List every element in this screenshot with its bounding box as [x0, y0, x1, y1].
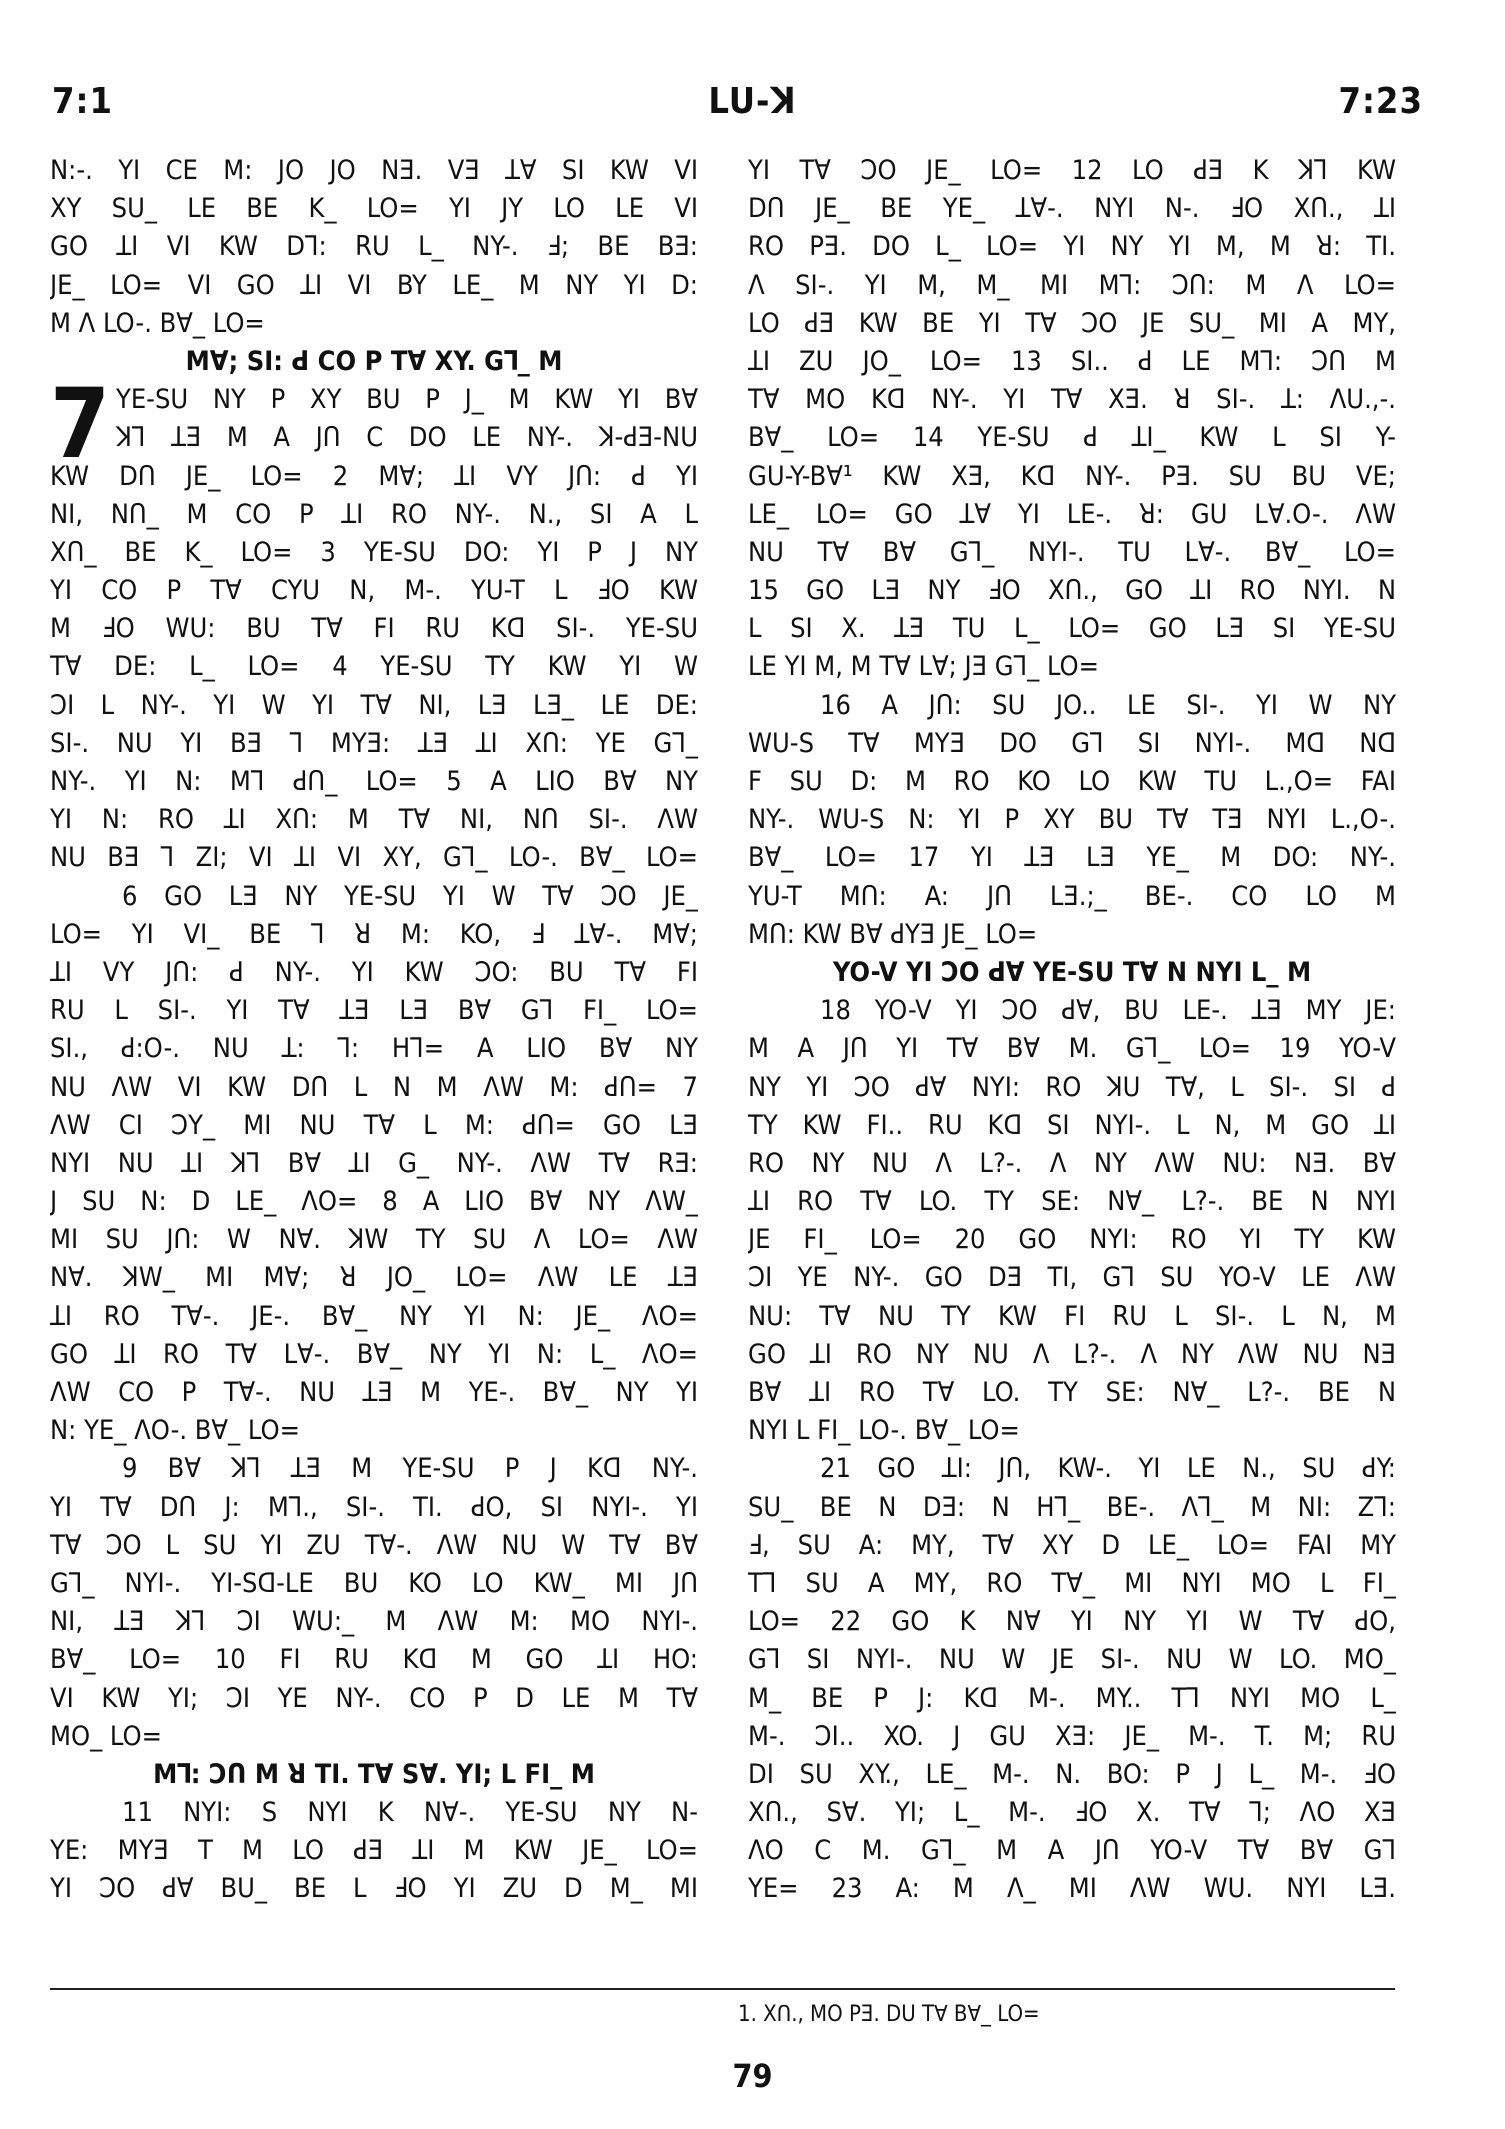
text-line: SU_ BE N DƎ: N Hꓶ_ BE-. Λꓶ_ M NI: Zꓶ:: [748, 1491, 1396, 1523]
text-line: ꓕI RO Tꓯ LO. TY SE: Nꓯ_ L?-. BE N NYI: [748, 1186, 1396, 1218]
text-line: Tꓯ DE: L_ LO= 4 YE-SU TY KW YI W: [50, 651, 698, 683]
text-line: 15 GO LƎ NY ꓞO Xꓵ., GO ꓕI RO NYI. N: [748, 575, 1396, 607]
text-line: Bꓯ ꓕI RO Tꓯ LO. TY SE: Nꓯ_ L?-. BE N: [748, 1377, 1396, 1408]
text-line: GO ꓕI RO Tꓯ Lꓯ-. Bꓯ_ NY YI N: L_ ΛO=: [50, 1338, 698, 1370]
text-line: GU-Y-Bꓯ¹ KW XƎ, Kꓷ NY-. PƎ. SU BU VE;: [748, 460, 1396, 492]
text-line: ꓛI YE NY-. GO DƎ TI, Gꓶ SU YO-V LE ΛW: [748, 1262, 1396, 1294]
text-line: Bꓯ_ LO= 14 YE-SU ꓒ ꓕI_ KW L SI Y-: [748, 422, 1396, 454]
text-line: SI., ꓒ:O-. NU ꓕ: ꓶ: Hꓶ= A LIO Bꓯ NY: [50, 1033, 698, 1065]
text-line: NU Tꓯ Bꓯ Gꓶ_ NYI-. TU Lꓯ-. Bꓯ_ LO=: [748, 536, 1396, 568]
text-line: Λ SI-. YI M, M_ MI Mꓶ: ꓛꓵ: M Λ LO=: [748, 269, 1396, 301]
text-line: YI Tꓯ Dꓵ J: Mꓶ., SI-. TI. ꓒO, SI NYI-. YI: [50, 1491, 698, 1523]
text-line: YE-SU NY P XY BU P J_ M KW YI Bꓯ: [116, 384, 698, 416]
section-heading: YO-V YI ꓛO ꓒꓯ YE-SU Tꓯ N NYI L_ M: [832, 956, 1312, 988]
text-line: JE FI_ LO= 20 GO NYI: RO YI TY KW: [748, 1224, 1396, 1256]
text-line: VI KW YI; ꓛI YE NY-. CO P D LE M Tꓯ: [50, 1682, 698, 1714]
text-line: LO= 22 GO K Nꓯ YI NY YI W Tꓯ ꓒO,: [748, 1606, 1396, 1638]
text-line: GO ꓕI VI KW Dꓶ: ꓣU L_ NY-. ꓞ; BE BƎ:: [50, 231, 698, 263]
text-line: 9 Bꓯ ꓘꓶ ꓕƎ M YE-SU P J Kꓷ NY-.: [122, 1453, 698, 1485]
text-line: N: YE_ ΛO-. Bꓯ_ LO=: [50, 1415, 300, 1447]
text-line: Bꓯ_ LO= 17 YI ꓕƎ LƎ YE_ M DO: NY-.: [748, 842, 1396, 874]
text-line: YI ꓛO ꓒꓯ BU_ BE L ꓞO YI ZU D M_ MI: [50, 1873, 698, 1905]
text-line: WU-S Tꓯ MYƎ DO Gꓶ SI NYI-. Mꓷ Nꓷ: [748, 727, 1396, 759]
text-line: MI SU Jꓵ: W Nꓯ. ꓘW TY SU Λ LO= ΛW: [50, 1224, 698, 1256]
text-line: Xꓵ_ BE K_ LO= 3 YE-SU DO: YI P J NY: [50, 536, 698, 568]
text-line: LE YI M, M Tꓯ Lꓯ; JƎ Gꓶ_ LO=: [748, 651, 1099, 683]
header-chapter-verse-end: 7:23: [1338, 81, 1423, 122]
text-line: Tꓯ MO Kꓷ NY-. YI Tꓯ XƎ. ꓤ SI-. ꓕ: ΛU.,-.: [748, 384, 1396, 416]
text-line: NU BƎ ꓶ ZI; VI ꓕI VI XY, Gꓶ_ LO-. Bꓯ_ LO=: [50, 842, 698, 874]
text-line: Tꓯ ꓛO L SU YI ZU Tꓯ-. ΛW NU W Tꓯ Bꓯ: [50, 1529, 698, 1561]
text-line: KW Dꓵ JE_ LO= 2 Mꓯ; ꓕI VY Jꓵ: ꓒ YI: [50, 460, 698, 492]
text-line: RO NY NU Λ L?-. Λ NY ΛW NU: NƎ. Bꓯ: [748, 1147, 1396, 1179]
chapter-number: 7: [50, 368, 111, 481]
text-line: YE: MYƎ T M LO ꓒƎ ꓕI M KW JE_ LO=: [50, 1835, 698, 1867]
page-number: 79: [732, 2057, 773, 2095]
text-line: NY-. WU-S N: YI P XY BU Tꓯ TƎ NYI L.,O-.: [748, 804, 1396, 836]
text-line: YE= 23 A: M Λ_ MI ΛW WU. NYI LƎ.: [748, 1873, 1396, 1905]
text-line: 11 NYI: S NYI K Nꓯ-. YE-SU NY N-: [122, 1797, 698, 1829]
text-line: ꓛI L NY-. YI W YI Tꓯ NI, LƎ LƎ_ LE DE:: [50, 689, 698, 721]
text-line: ꓘꓶ ꓕƎ M A Jꓵ C DO LE NY-. ꓘ-ꓒƎ-NU: [116, 422, 698, 454]
text-line: F SU D: M RO KO LO KW TU L.,O= FAI: [748, 766, 1396, 797]
text-line: LO= YI VI_ BE ꓶ ꓤ M: KO, ꓞ ꓕꓯ-. Mꓯ;: [50, 918, 698, 950]
text-line: YI CO P Tꓯ CYU N, M-. YU-T L ꓞO KW: [50, 575, 698, 607]
text-line: NY YI ꓛO ꓒꓯ NYI: RO ꓘU Tꓯ, L SI-. SI ꓒ: [748, 1071, 1396, 1103]
text-line: Dꓵ JE_ BE YE_ ꓕꓯ-. NYI N-. ꓞO Xꓵ., ꓕI: [748, 193, 1396, 225]
text-line: GO ꓕI RO NY NU Λ L?-. Λ NY ΛW NU NƎ: [748, 1338, 1396, 1370]
right-column: [748, 152, 1396, 1909]
text-line: Gꓶ SI NYI-. NU W JE SI-. NU W LO. MO_: [748, 1644, 1396, 1676]
section-heading: Mꓶ: ꓛꓵ M ꓤ TI. Tꓯ Sꓯ. YI; L FI_ M: [153, 1758, 595, 1790]
text-line: ꓞ, SU A: MY, Tꓯ XY D LE_ LO= FAI MY: [748, 1529, 1396, 1561]
text-line: J SU N: D LE_ ΛO= 8 A LIO Bꓯ NY ΛW_: [50, 1186, 698, 1218]
text-line: M A Jꓵ YI Tꓯ Bꓯ M. Gꓶ_ LO= 19 YO-V: [748, 1033, 1396, 1065]
text-line: M Λ LO-. Bꓯ_ LO=: [50, 307, 265, 339]
text-line: Mꓵ: KW Bꓯ ꓒYƎ JE_ LO=: [748, 918, 1038, 950]
text-line: ꓕI ZU JO_ LO= 13 SI.. ꓒ LE Mꓶ: ꓛꓵ M: [748, 345, 1396, 377]
text-line: NI, ꓕƎ ꓘꓶ ꓛI WU:_ M ΛW M: MO NYI-.: [50, 1606, 698, 1638]
text-line: M-. ꓛI.. XO. J GU XƎ: JE_ M-. T. M; ꓣU: [748, 1720, 1396, 1752]
text-line: L SI X. ꓕƎ TU L_ LO= GO LƎ SI YE-SU: [748, 613, 1396, 645]
text-line: Xꓵ., Sꓯ. YI; L_ M-. ꓞO X. Tꓯ ꓶ; ΛO XƎ: [748, 1797, 1396, 1829]
text-line: RO PƎ. DO L_ LO= YI NY YI M, M ꓤ: TI.: [748, 231, 1396, 263]
text-line: Bꓯ_ LO= 10 FI ꓣU Kꓷ M GO ꓕI HO:: [50, 1644, 698, 1676]
header-book-title: LU-ꓘ: [708, 81, 797, 122]
text-line: NYI NU ꓕI ꓘꓶ Bꓯ ꓕI G_ NY-. ΛW Tꓯ RƎ:: [50, 1147, 698, 1179]
text-line: N:-. YI CE M: JO JO NƎ. VƎ ꓕꓯ SI KW VI: [50, 155, 698, 186]
text-line: NYI L FI_ LO-. Bꓯ_ LO=: [748, 1415, 1020, 1447]
text-line: NU ΛW VI KW Dꓵ L N M ΛW M: ꓒꓵ= 7: [50, 1071, 698, 1103]
text-line: ꓕI VY Jꓵ: ꓒ NY-. YI KW ꓛO: BU Tꓯ FI: [50, 956, 698, 988]
text-line: SI-. NU YI BƎ ꓶ MYƎ: ꓕƎ ꓕI Xꓵ: YE Gꓶ_: [50, 727, 698, 759]
text-line: ΛO C M. Gꓶ_ M A Jꓵ YO-V Tꓯ Bꓯ Gꓶ: [748, 1835, 1396, 1867]
text-line: M ꓞO WU: BU Tꓯ FI ꓣU Kꓷ SI-. YE-SU: [50, 613, 698, 645]
footnote-divider: [50, 1988, 1395, 1990]
text-line: JE_ LO= VI GO ꓕI VI BY LE_ M NY YI D:: [50, 269, 698, 301]
text-line: M_ BE P J: Kꓷ M-. MY.. Tꓶ NYI MO L_: [748, 1682, 1396, 1714]
text-line: ꓕI RO Tꓯ-. JE-. Bꓯ_ NY YI N: JE_ ΛO=: [50, 1300, 698, 1332]
footnote: 1. Xꓵ., MO PƎ. DU Tꓯ Bꓯ_ LO=: [738, 2002, 1040, 2027]
text-line: DI SU XY., LE_ M-. N. BO: P J L_ M-. ꓞO: [748, 1758, 1396, 1790]
text-line: Tꓶ SU A MY, RO Tꓯ_ MI NYI MO L FI_: [748, 1567, 1396, 1599]
text-line: NU: Tꓯ NU TY KW FI ꓣU L SI-. L N, M: [748, 1300, 1396, 1332]
text-line: NY-. YI N: Mꓶ ꓒꓵ_ LO= 5 A LIO Bꓯ NY: [50, 766, 698, 797]
header-chapter-verse-start: 7:1: [52, 81, 114, 122]
text-line: XY SU_ LE BE K_ LO= YI JY LO LE VI: [50, 193, 698, 225]
text-line: TY KW FI.. ꓣU Kꓷ SI NYI-. L N, M GO ꓕI: [748, 1109, 1396, 1141]
text-line: 6 GO LƎ NY YE-SU YI W Tꓯ ꓛO JE_: [122, 880, 698, 912]
text-line: YI Tꓯ ꓛO JE_ LO= 12 LO ꓒƎ K ꓘꓶ KW: [748, 155, 1396, 186]
text-line: YU-T Mꓵ: A: Jꓵ LƎ.;_ BE-. CO LO M: [748, 880, 1396, 912]
section-heading: Mꓯ; SI: ꓒ CO P Tꓯ XY. Gꓶ_ M: [185, 345, 563, 377]
text-line: 21 GO ꓕI: Jꓵ, KW-. YI LE N., SU ꓒY:: [820, 1453, 1396, 1485]
text-line: ΛW CO P Tꓯ-. NU ꓕƎ M YE-. Bꓯ_ NY YI: [50, 1377, 698, 1408]
text-line: MO_ LO=: [50, 1720, 162, 1752]
left-column: [50, 152, 698, 1909]
text-line: Gꓶ_ NYI-. YI-Sꓷ-LE BU KO LO KW_ MI Jꓵ: [50, 1567, 698, 1599]
text-line: NI, Nꓵ_ M CO P ꓕI RO NY-. N., SI A L: [50, 498, 698, 530]
text-line: Nꓯ. ꓘW_ MI Mꓯ; ꓤ JO_ LO= ΛW LE ꓕƎ: [50, 1262, 698, 1294]
text-line: 16 A Jꓵ: SU JO.. LE SI-. YI W NY: [820, 689, 1396, 721]
text-line: ΛW CI ꓛY_ MI NU Tꓯ L M: ꓒꓵ= GO LƎ: [50, 1109, 698, 1141]
text-line: LO ꓒƎ KW BE YI Tꓯ ꓛO JE SU_ MI A MY,: [748, 307, 1396, 339]
text-line: ꓣU L SI-. YI Tꓯ ꓕƎ LƎ Bꓯ Gꓶ FI_ LO=: [50, 995, 698, 1027]
text-line: 18 YO-V YI ꓛO ꓒꓯ, BU LE-. ꓕƎ MY JE:: [820, 995, 1396, 1027]
text-line: LE_ LO= GO ꓕꓯ YI LE-. ꓤ: GU Lꓯ.O-. ΛW: [748, 498, 1396, 530]
text-line: YI N: RO ꓕI Xꓵ: M Tꓯ NI, Nꓵ SI-. ΛW: [50, 804, 698, 836]
